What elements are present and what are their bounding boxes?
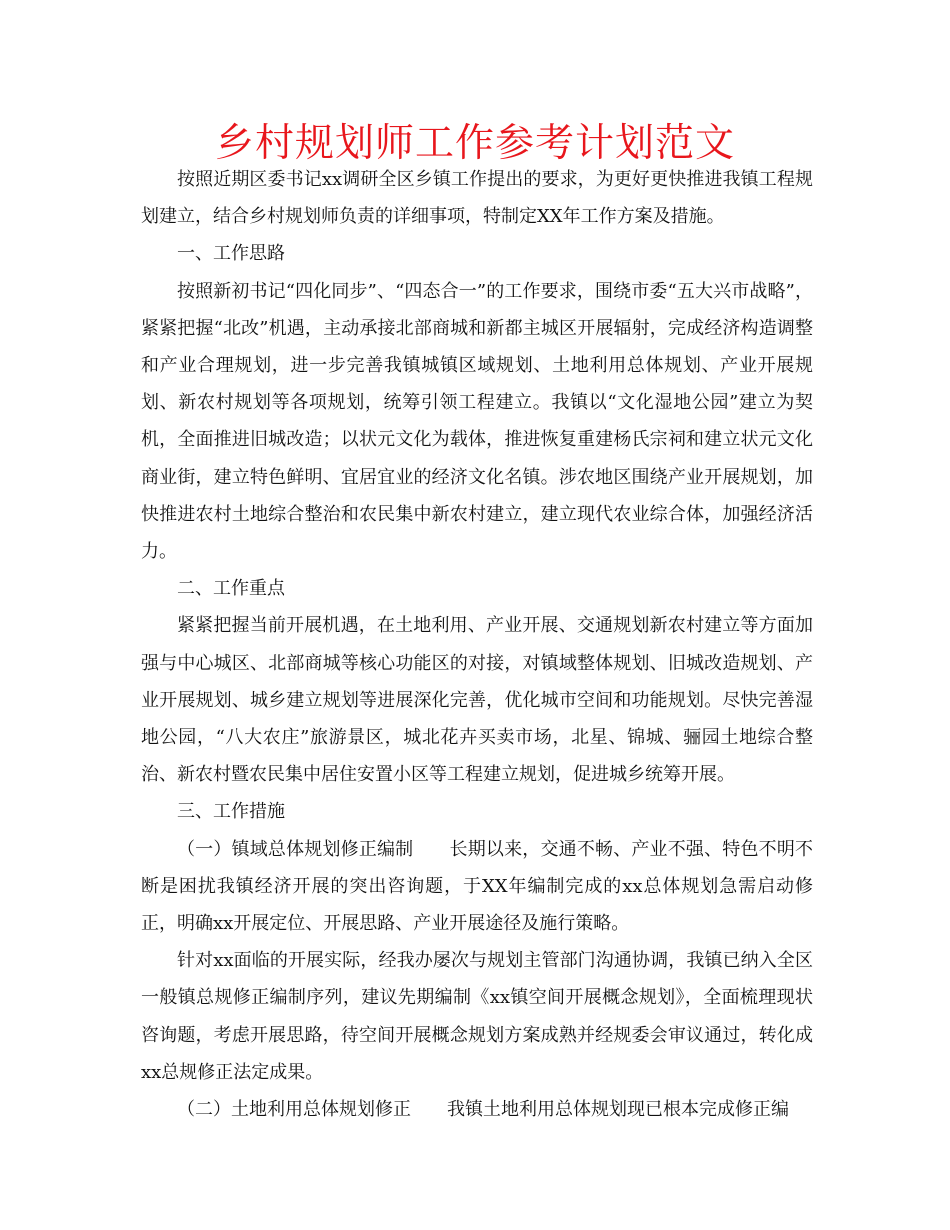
section-2-paragraph: 紧紧把握当前开展机遇，在土地利用、产业开展、交通规划新农村建立等方面加强与中心城区、北部商城等核心功能区的对接，对镇域整体规划、旧城改造规划、产业开展规划、城乡建立规划等进展深化完善，优化城市空间和功能规划。尽快完善湿地公园，“八大农庄”旅游景区，城北花卉买卖市场，北星、锦城、骊园土地综合整治、新农村暨农民集中居住安置小区等工程建立规划，促进城乡统筹开展。	[141, 615, 813, 786]
section-heading-2: 二、工作重点	[177, 578, 285, 600]
measure-2-heading: （二）土地利用总体规划修正	[177, 1099, 411, 1121]
document-body	[141, 161, 813, 1128]
section-heading-3: 三、工作措施	[177, 801, 285, 823]
measure-2-paragraph	[141, 1091, 813, 1128]
document-title: 乡村规划师工作参考计划范文	[214, 121, 735, 166]
measure-1-heading: （一）镇域总体规划修正编制	[177, 838, 414, 860]
measure-1-body: 长期以来，交通不畅、产业不强、特色不明不断是困扰我镇经济开展的突出咨询题，于XX年编制完成的xx总体规划急需启动修正，明确xx开展定位、开展思路、产业开展途径及施行策略。	[141, 838, 814, 935]
measure-1-paragraph	[141, 831, 813, 943]
measure-2-body: 我镇土地利用总体规划现已根本完成修正编	[447, 1099, 789, 1121]
section-heading-1: 一、工作思路	[177, 243, 285, 265]
section-1-paragraph: 按照新初书记“四化同步”、“四态合一”的工作要求，围绕市委“五大兴市战略”，紧紧把握“北改”机遇，主动承接北部商城和新都主城区开展辐射，完成经济构造调整和产业合理规划，进一步完善我镇城镇区域规划、土地利用总体规划、产业开展规划、新农村规划等各项规划，统筹引领工程建立。我镇以“文化湿地公园”建立为契机，全面推进旧城改造；以状元文化为载体，推进恢复重建杨氏宗祠和建立状元文化商业街，建立特色鲜明、宜居宜业的经济文化名镇。涉农地区围绕产业开展规划，加快推进农村土地综合整治和农民集中新农村建立，建立现代农业综合体，加强经济活力。	[141, 280, 813, 563]
intro-paragraph: 按照近期区委书记xx调研全区乡镇工作提出的要求，为更好更快推进我镇工程规划建立，结合乡村规划师负责的详细事项，特制定XX年工作方案及措施。	[141, 169, 813, 228]
measure-1-paragraph-2: 针对xx面临的开展实际，经我办屡次与规划主管部门沟通协调，我镇已纳入全区一般镇总规修正编制序列，建议先期编制《xx镇空间开展概念规划》，全面梳理现状咨询题，考虑开展思路，待空间开展概念规划方案成熟并经规委会审议通过，转化成xx总规修正法定成果。	[141, 950, 813, 1083]
